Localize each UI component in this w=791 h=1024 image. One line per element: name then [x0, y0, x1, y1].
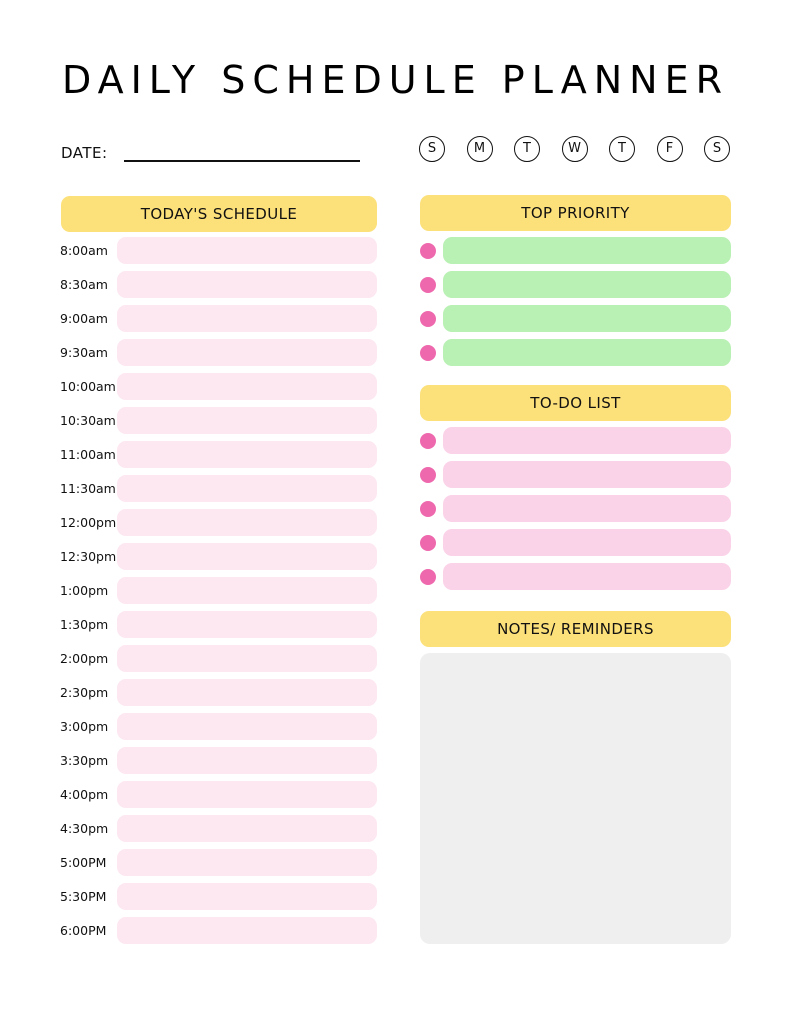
bullet-icon: [420, 467, 436, 483]
schedule-slot[interactable]: [117, 713, 377, 740]
schedule-slot[interactable]: [117, 543, 377, 570]
page-title: DAILY SCHEDULE PLANNER: [62, 58, 729, 102]
priority-slot[interactable]: [443, 305, 731, 332]
bullet-icon: [420, 311, 436, 327]
schedule-slot[interactable]: [117, 849, 377, 876]
schedule-slot[interactable]: [117, 305, 377, 332]
date-line[interactable]: [124, 160, 360, 162]
todo-slot[interactable]: [443, 529, 731, 556]
notes-box[interactable]: [420, 653, 731, 944]
schedule-slot[interactable]: [117, 611, 377, 638]
schedule-slot[interactable]: [117, 645, 377, 672]
notes-header: NOTES/ REMINDERS: [420, 611, 731, 647]
time-label: 5:00PM: [60, 855, 107, 870]
weekday-circle[interactable]: S: [419, 136, 445, 162]
schedule-slot[interactable]: [117, 883, 377, 910]
todo-slot[interactable]: [443, 495, 731, 522]
schedule-slot[interactable]: [117, 781, 377, 808]
time-label: 11:30am: [60, 481, 116, 496]
weekday-circle[interactable]: T: [609, 136, 635, 162]
todo-slot[interactable]: [443, 427, 731, 454]
schedule-slot[interactable]: [117, 237, 377, 264]
schedule-slot[interactable]: [117, 475, 377, 502]
bullet-icon: [420, 243, 436, 259]
todo-slot[interactable]: [443, 461, 731, 488]
time-label: 1:00pm: [60, 583, 109, 598]
weekday-circle[interactable]: M: [467, 136, 493, 162]
time-label: 6:00PM: [60, 923, 107, 938]
schedule-slot[interactable]: [117, 339, 377, 366]
weekday-circle[interactable]: W: [562, 136, 588, 162]
bullet-icon: [420, 569, 436, 585]
weekday-circle[interactable]: S: [704, 136, 730, 162]
time-label: 2:30pm: [60, 685, 109, 700]
time-label: 12:00pm: [60, 515, 117, 530]
weekday-selector: [419, 136, 732, 164]
schedule-slot[interactable]: [117, 441, 377, 468]
schedule-slot[interactable]: [117, 917, 377, 944]
time-label: 9:30am: [60, 345, 108, 360]
time-label: 10:30am: [60, 413, 116, 428]
todo-header: TO-DO LIST: [420, 385, 731, 421]
time-label: 8:30am: [60, 277, 108, 292]
schedule-slot[interactable]: [117, 509, 377, 536]
time-label: 3:30pm: [60, 753, 109, 768]
schedule-header: TODAY'S SCHEDULE: [61, 196, 377, 232]
time-label: 8:00am: [60, 243, 108, 258]
weekday-circle[interactable]: F: [657, 136, 683, 162]
time-label: 12:30pm: [60, 549, 117, 564]
schedule-slot[interactable]: [117, 747, 377, 774]
schedule-slot[interactable]: [117, 577, 377, 604]
schedule-slot[interactable]: [117, 815, 377, 842]
priority-slot[interactable]: [443, 237, 731, 264]
weekday-circle[interactable]: T: [514, 136, 540, 162]
bullet-icon: [420, 277, 436, 293]
priority-slot[interactable]: [443, 339, 731, 366]
todo-slot[interactable]: [443, 563, 731, 590]
time-label: 11:00am: [60, 447, 116, 462]
bullet-icon: [420, 501, 436, 517]
bullet-icon: [420, 535, 436, 551]
schedule-slot[interactable]: [117, 373, 377, 400]
date-label: DATE:: [61, 144, 108, 162]
bullet-icon: [420, 433, 436, 449]
time-label: 3:00pm: [60, 719, 109, 734]
time-label: 10:00am: [60, 379, 116, 394]
time-label: 5:30PM: [60, 889, 107, 904]
schedule-slot[interactable]: [117, 407, 377, 434]
schedule-slot[interactable]: [117, 679, 377, 706]
time-label: 4:30pm: [60, 821, 109, 836]
time-label: 9:00am: [60, 311, 108, 326]
time-label: 1:30pm: [60, 617, 109, 632]
priority-header: TOP PRIORITY: [420, 195, 731, 231]
priority-slot[interactable]: [443, 271, 731, 298]
time-label: 2:00pm: [60, 651, 109, 666]
bullet-icon: [420, 345, 436, 361]
time-label: 4:00pm: [60, 787, 109, 802]
schedule-slot[interactable]: [117, 271, 377, 298]
